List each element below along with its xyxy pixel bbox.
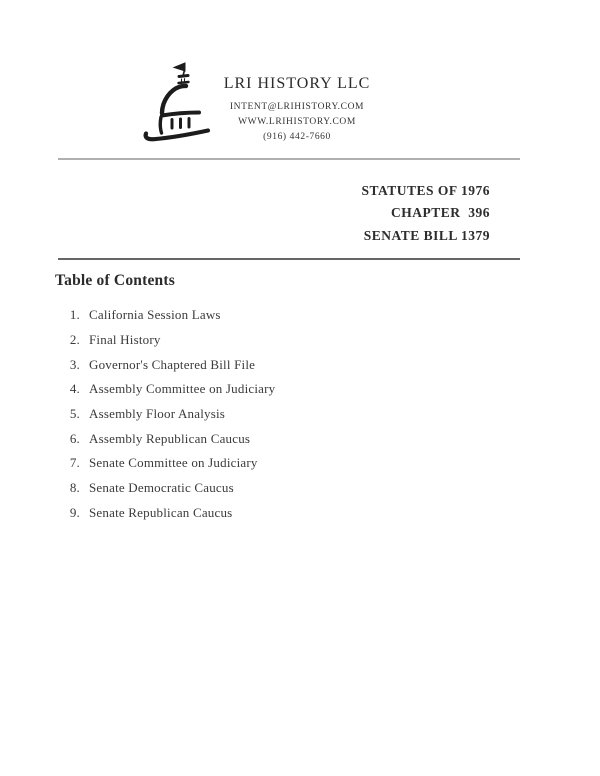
toc-item-label: Senate Committee on Judiciary (89, 455, 258, 471)
toc-item-number: 8. (69, 480, 80, 496)
toc-item-number: 7. (69, 455, 80, 471)
company-phone: (916) 442-7660 (263, 132, 331, 142)
toc-item (0, 377, 600, 402)
toc-item-label: Senate Republican Caucus (89, 504, 233, 520)
toc-item-label: Final History (89, 332, 161, 348)
toc-item (0, 352, 600, 377)
letterhead (187, 75, 407, 145)
bill-reference (361, 180, 490, 247)
toc-item-number: 3. (69, 356, 80, 372)
toc-item-number: 2. (69, 332, 80, 348)
toc-item (0, 501, 600, 526)
toc-item-label: Assembly Committee on Judiciary (89, 381, 276, 397)
chapter-line: CHAPTER 396 (390, 205, 490, 221)
toc-item-label: Governor's Chaptered Bill File (89, 356, 256, 372)
company-email: INTENT@LRIHISTORY.COM (229, 102, 365, 112)
toc-item-label: Assembly Republican Caucus (89, 430, 251, 446)
divider-middle (58, 258, 520, 260)
toc-item (0, 402, 600, 427)
senate-bill-line: SENATE BILL 1379 (363, 227, 490, 243)
toc-item-number: 9. (69, 504, 80, 520)
toc-item-label: California Session Laws (89, 307, 221, 323)
toc-item-label: Senate Democratic Caucus (89, 480, 234, 496)
toc-item (0, 303, 600, 328)
toc-item-label: Assembly Floor Analysis (89, 406, 226, 422)
toc-item (0, 451, 600, 476)
toc-item-number: 1. (69, 307, 80, 323)
toc-item (0, 328, 600, 353)
divider-top (58, 158, 520, 160)
statutes-line: STATUTES OF 1976 (361, 183, 490, 198)
toc-item-number: 5. (69, 406, 80, 422)
toc-item (0, 426, 600, 451)
toc-item-number: 4. (69, 381, 80, 397)
toc-list (0, 303, 600, 525)
company-website: WWW.LRIHISTORY.COM (238, 117, 356, 127)
company-name: LRI HISTORY LLC (223, 75, 371, 92)
toc-item (0, 476, 600, 501)
toc-title: Table of Contents (55, 272, 175, 289)
toc-item-number: 6. (69, 430, 80, 446)
